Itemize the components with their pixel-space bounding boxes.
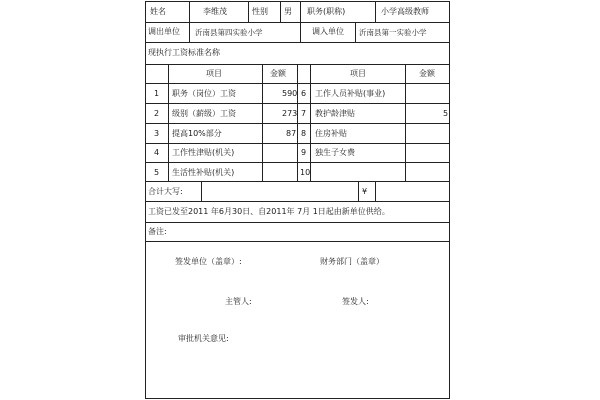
rule-t-e bbox=[405, 64, 406, 181]
rule-2 bbox=[145, 42, 450, 43]
transfer-out-label: 调出单位 bbox=[148, 27, 180, 36]
salary-transfer-form bbox=[145, 0, 450, 400]
row-item: 住房补贴 bbox=[315, 129, 347, 138]
row-item: 工作性津贴(机关) bbox=[172, 148, 235, 157]
total-label: 合计大写: bbox=[148, 187, 183, 196]
yen-symbol: ¥ bbox=[362, 187, 368, 196]
row-item: 职务（岗位）工资 bbox=[172, 89, 236, 98]
row-item: 提高10%部分 bbox=[172, 129, 222, 138]
standard-label: 现执行工资标准名称 bbox=[148, 48, 220, 57]
row-no: 4 bbox=[154, 148, 160, 157]
rule-total-c bbox=[375, 181, 376, 201]
row-item: 独生子女费 bbox=[315, 148, 355, 157]
row-no: 8 bbox=[301, 129, 307, 138]
rule-right bbox=[449, 1, 450, 399]
row-item: 生活性补贴(机关) bbox=[172, 168, 235, 177]
row-amount: 273 bbox=[282, 109, 298, 118]
col-amount-left: 金额 bbox=[270, 69, 286, 78]
rule-r2-b bbox=[300, 22, 301, 42]
row-item: 级别（薪级）工资 bbox=[172, 109, 236, 118]
transfer-in-label: 调入单位 bbox=[312, 27, 344, 36]
row-item: 教护龄津贴 bbox=[315, 109, 355, 118]
rule-t-d bbox=[310, 64, 311, 181]
row-no: 6 bbox=[301, 89, 307, 98]
col-amount-right: 金额 bbox=[419, 69, 435, 78]
transfer-out-value: 沂南县第四实验小学 bbox=[195, 28, 263, 37]
rule-r1-c bbox=[280, 1, 281, 22]
rule-total-b bbox=[358, 181, 359, 201]
position-label: 职务(职称) bbox=[307, 7, 346, 16]
gender-label: 性别 bbox=[252, 7, 268, 16]
rule-t-c bbox=[297, 64, 298, 181]
col-item-left: 项目 bbox=[206, 69, 222, 78]
row-no: 5 bbox=[154, 168, 160, 177]
rule-r1-e bbox=[375, 1, 376, 22]
name-label: 姓名 bbox=[150, 7, 166, 16]
rule-t-a bbox=[168, 64, 169, 181]
approval-label: 审批机关意见: bbox=[178, 334, 229, 343]
row-no: 7 bbox=[301, 109, 307, 118]
row-no: 9 bbox=[301, 148, 307, 157]
rule-bottom bbox=[145, 398, 450, 399]
rule-total-a bbox=[201, 181, 202, 201]
rule-left bbox=[145, 1, 146, 399]
signer-label: 签发人: bbox=[342, 297, 369, 306]
rule-t-b bbox=[262, 64, 263, 181]
salary-note: 工资已发至2011 年6月30日、自2011年 7月 1日起由新单位供给。 bbox=[148, 207, 390, 216]
row-no: 1 bbox=[154, 89, 160, 98]
gender-value: 男 bbox=[284, 7, 292, 16]
rule-top bbox=[145, 1, 450, 2]
finance-label: 财务部门（盖章） bbox=[320, 257, 384, 266]
supervisor-label: 主管人: bbox=[225, 297, 252, 306]
name-value: 李维茂 bbox=[203, 7, 227, 16]
rule-9 bbox=[145, 181, 450, 182]
row-amount: 590 bbox=[282, 89, 298, 98]
row-no: 10 bbox=[300, 168, 311, 177]
rule-10 bbox=[145, 201, 450, 202]
rule-r1-a bbox=[189, 1, 190, 22]
rule-r1-b bbox=[248, 1, 249, 22]
row-amount: 5 bbox=[443, 109, 449, 118]
row-amount: 87 bbox=[286, 129, 297, 138]
row-item: 工作人员补贴(事业) bbox=[315, 89, 386, 98]
rule-r1-d bbox=[300, 1, 301, 22]
rule-r2-a bbox=[189, 22, 190, 42]
row-no: 2 bbox=[154, 109, 160, 118]
rule-11 bbox=[145, 222, 450, 223]
col-item-right: 项目 bbox=[350, 69, 366, 78]
remarks-label: 备注: bbox=[148, 227, 167, 236]
rule-12 bbox=[145, 241, 450, 242]
rule-1 bbox=[145, 22, 450, 23]
issuer-label: 签发单位（盖章）: bbox=[175, 257, 242, 266]
row-no: 3 bbox=[154, 129, 160, 138]
transfer-in-value: 沂南县第一实验小学 bbox=[359, 28, 427, 37]
position-value: 小学高级教师 bbox=[381, 7, 429, 16]
rule-r2-c bbox=[355, 22, 356, 42]
